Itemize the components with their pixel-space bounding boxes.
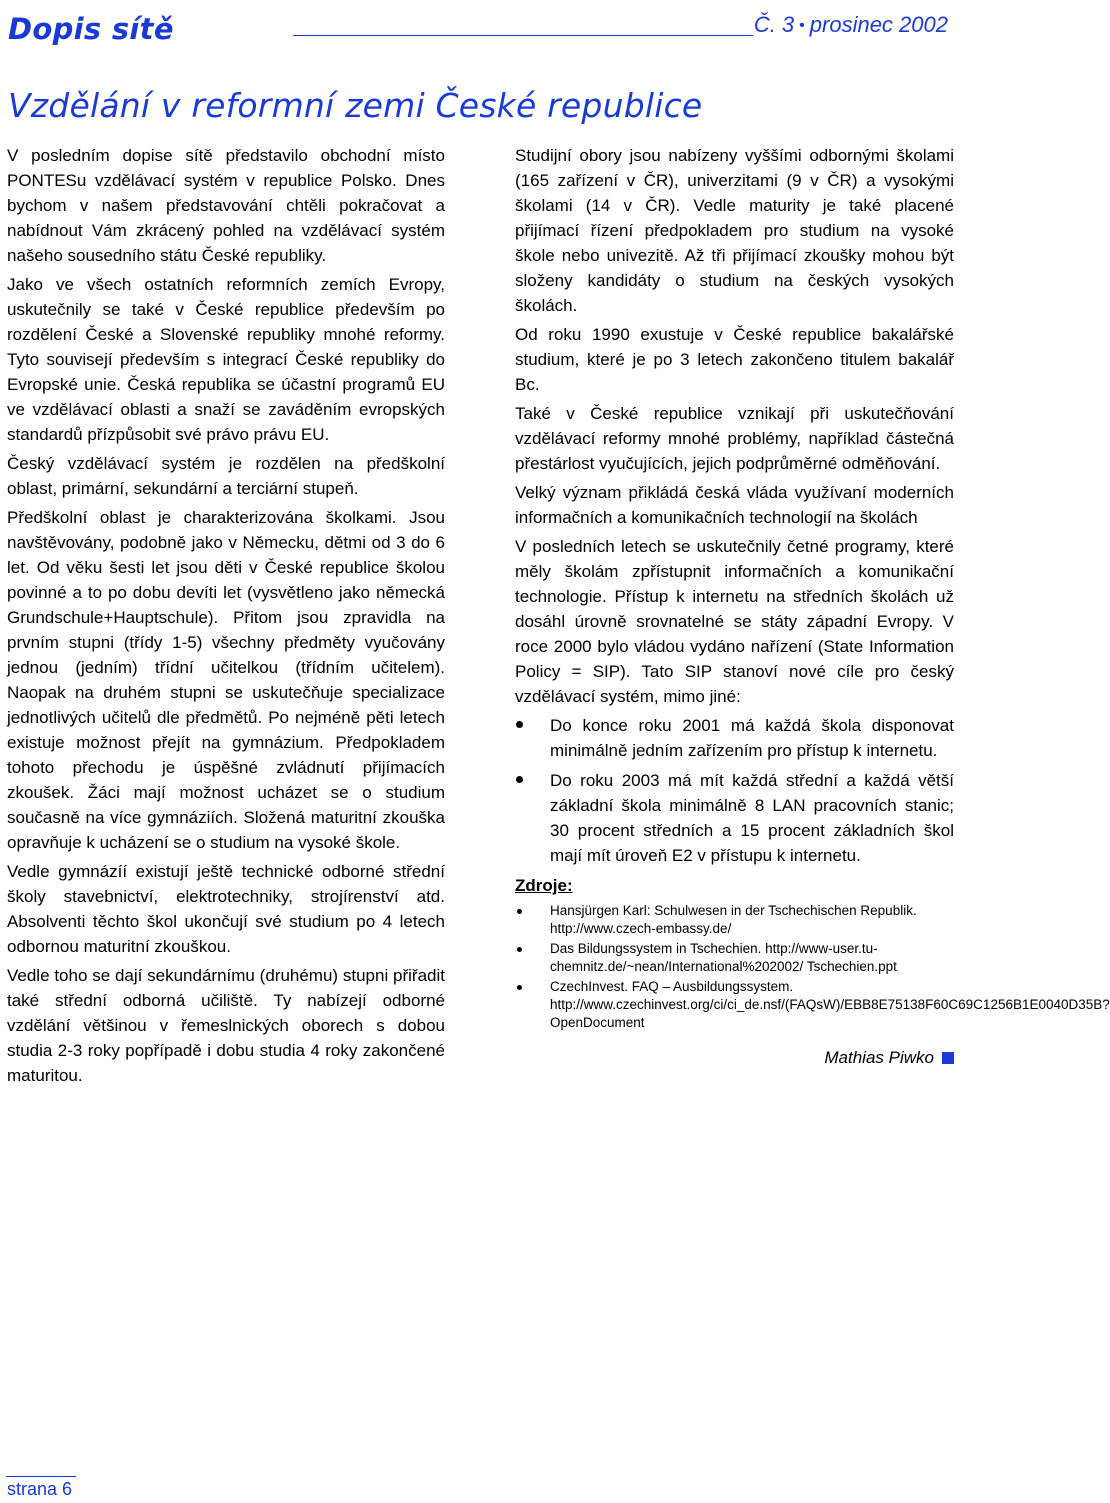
masthead-rule <box>293 35 753 36</box>
paragraph: Také v České republice vznikají při uskutečňování vzdělávací reformy mnohé problémy, například částečná přestárlost vyučujících, jejich podprůměrné odměňování. <box>515 404 954 473</box>
right-column <box>515 143 1110 1070</box>
paragraph: Jako ve všech ostatních reformních zemích Evropy, uskutečnily se také v České republice především po rozdělení České a Slovenské republiky mnohé reformy. Tyto souvisejí především s integrací České republiky do Evropské unie. Česká republika se účastní programů EU ve vzdělávací oblasti a snaží se zaváděním evropských standardů přízpůsobit své právo právu EU. <box>7 275 445 444</box>
sip-goals-list <box>515 713 954 868</box>
separator-dot-icon: • <box>799 17 805 34</box>
paragraph: Vedle toho se dají sekundárnímu (druhému) stupni přiřadit také střední odborná učiliště. Ty nabízejí odborné vzdělání většinou v řemeslnických oborech s dobou studia 2-3 roky popřípadě i dobu studia 4 roky zakončené maturitou. <box>7 966 445 1085</box>
left-column <box>7 143 445 1092</box>
paragraph: V posledním dopise sítě představilo obchodní místo PONTESu vzdělávací systém v republice Polsko. Dnes bychom v našem představování chtěli pokračovat a nabídnout Vám zkrácený pohled na vzdělávací systém našeho sousedního státu České republiky. <box>7 146 445 265</box>
issue-date: prosinec 2002 <box>809 12 948 37</box>
page-number: strana 6 <box>7 1479 73 1499</box>
issue-number: Č. 3 <box>753 12 795 37</box>
paragraph: Vedle gymnázíí existují ještě technické odborné střední školy stavebnictví, elektrotechniky, strojírenství atd. Absolventi těchto škol ukončují své studium po 4 letech odbornou maturitní zkouškou. <box>7 862 445 956</box>
sources-list <box>515 902 1110 1032</box>
issue-info <box>754 12 948 38</box>
author-signature <box>515 1045 954 1070</box>
list-item: Do konce roku 2001 má každá škola disponovat minimálně jedním zařízením pro přístup k internetu. <box>515 713 954 763</box>
paragraph: V posledních letech se uskutečnily četné programy, které měly školám zpřístupnit informačních a komunikační technologie. Přístup k internetu na středních školách už dosáhl úrovně srovnatelné se státy západní Evropy. V roce 2000 bylo vládou vydáno nařízení (State Information Policy = SIP). Tato SIP stanoví nové cíle pro český vzdělávací systém, mimo jiné: <box>515 537 954 706</box>
paragraph: Od roku 1990 exustuje v České republice bakalářské studium, které je po 3 letech zakončeno titulem bakalář Bc. <box>515 325 954 394</box>
source-item: Das Bildungssystem in Tschechien. http://www-user.tu-chemnitz.de/~nean/International%202002/ Tschechien.ppt <box>515 940 954 976</box>
paragraph: Předškolní oblast je charakterizována školkami. Jsou navštěvovány, podobně jako v Německu, dětmi od 3 do 6 let. Od věku šesti let jsou děti v České republice školou povinné a to po dobu devíti let (vysvětleno jako německá Grundschule+Hauptschule). Přitom jsou zpravidla na prvním stupni (třídy 1-5) všechny předměty vyučovány jednou (jedním) třídní učitelkou (třídním učitelem). Naopak na druhém stupni se uskutečňuje specializace jednotlivých učitelů dle předmětů. Po nejméně pěti letech existuje možnost přejít na gymnázium. Předpokladem tohoto přechodu je úspěšné zvládnutí přijímacích zkoušek. Žáci mají možnost ucházet se o studium současně na více gymnáziích. Složená maturitní zkouška opravňuje k ucházení se o studium na vysoké škole. <box>7 508 445 852</box>
author-name: Mathias Piwko <box>824 1048 934 1067</box>
newsletter-title: Dopis sítě <box>8 12 174 46</box>
source-item: CzechInvest. FAQ – Ausbildungssystem. http://www.czechinvest.org/ci/ci_de.nsf/(FAQsW)/EBB8E75138F60C69C1256B1E0040D35B?OpenDocument <box>515 978 954 1032</box>
list-item: Do roku 2003 má mít každá střední a každá větší základní škola minimálně 8 LAN pracovních stanic; 30 procent středních a 15 procent základních škol mají mít úroveň E2 v přístupu k internetu. <box>515 768 954 868</box>
source-item: Hansjürgen Karl: Schulwesen in der Tschechischen Republik. http://www.czech-embassy.de/ <box>515 902 954 938</box>
footer-rule <box>6 1476 76 1477</box>
masthead <box>8 12 948 50</box>
article-headline: Vzdělání v reformní zemi České republice <box>8 86 703 125</box>
paragraph: Velký význam přikládá česká vláda využívaní moderních informačních a komunikačních technologií na školách <box>515 483 954 527</box>
paragraph: Studijní obory jsou nabízeny vyššími odbornými školami (165 zařízení v ČR), univerzitami (9 v ČR) a vysokými školami (14 v ČR). Vedle maturity je také placené přijímací řízení předpokladem pro studium na vysoké škole nebo univezitě. Až tři přijímací zkoušky mohou být složeny kandidáty o studium na českých vysokých školách. <box>515 146 954 315</box>
sources-heading: Zdroje: <box>515 876 573 895</box>
end-mark-icon <box>942 1052 954 1064</box>
paragraph: Český vzdělávací systém je rozdělen na předškolní oblast, primární, sekundární a terciární stupeň. <box>7 454 445 498</box>
